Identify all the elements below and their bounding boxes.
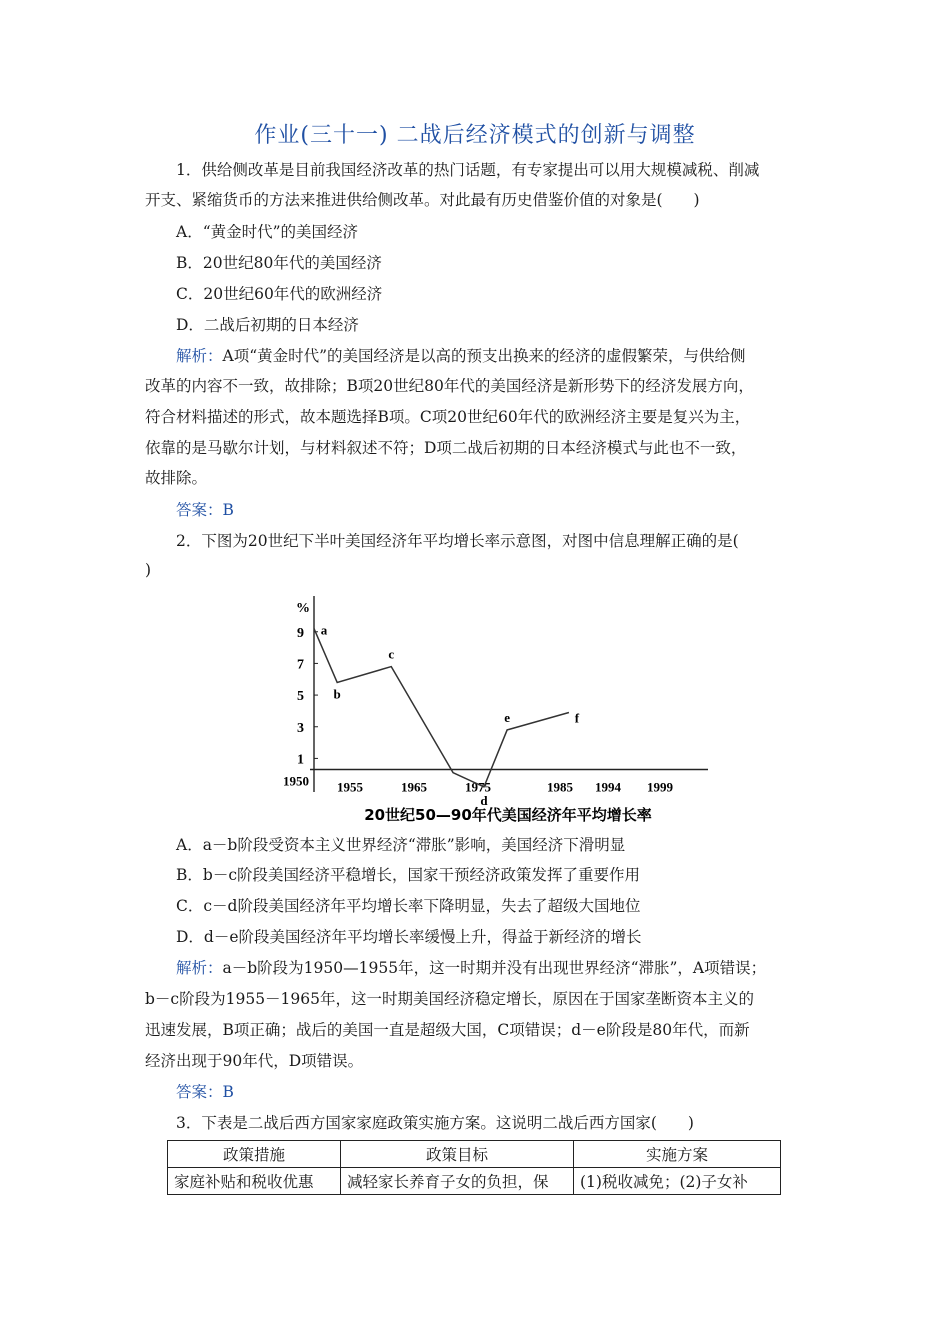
x-tick-label: 1955: [337, 779, 363, 795]
x-tick-label: 1994: [595, 779, 621, 795]
table-cell: (1)税收减免；(2)子女补: [574, 1168, 781, 1195]
q2-analysis-line-4: 经济出现于90年代，D项错误。: [145, 1052, 364, 1070]
table-cell: 家庭补贴和税收优惠: [168, 1168, 341, 1195]
series-line: [314, 629, 569, 787]
q2-stem-line-2: ): [145, 561, 152, 579]
page-title: 作业(三十一) 二战后经济模式的创新与调整: [254, 123, 696, 148]
table-row: [168, 1168, 781, 1195]
y-tick-label: 1: [297, 752, 304, 768]
table-header-row: [168, 1141, 781, 1168]
q1-answer: 答案：B: [176, 501, 234, 519]
q2-analysis-text-1: a－b阶段为1950—1955年，这一时期并没有出现世界经济“滞胀”，A项错误；: [222, 959, 767, 977]
x-tick-label: 1965: [401, 779, 427, 795]
q1-option-d: D．二战后初期的日本经济: [176, 316, 359, 334]
y-tick-label: 3: [297, 720, 304, 736]
point-label: c: [388, 646, 395, 662]
table-header-cell: 政策措施: [168, 1141, 341, 1168]
q1-analysis-line-1: [176, 346, 810, 366]
x-tick-label: 1999: [647, 779, 673, 795]
x-tick-label: 1975: [465, 779, 491, 795]
y-tick-label: 7: [297, 657, 304, 673]
q1-analysis-label: 解析：: [176, 347, 223, 365]
q1-stem-line-1: 1．供给侧改革是目前我国经济改革的热门话题，有专家提出可以用大规模减税、削减: [176, 161, 760, 179]
y-tick-label: 9: [297, 625, 304, 641]
q2-stem-line-1: 2．下图为20世纪下半叶美国经济年平均增长率示意图，对图中信息理解正确的是(: [176, 532, 739, 550]
q2-analysis-line-3: 迅速发展，B项正确；战后的美国一直是超级大国，C项错误；d－e阶段是80年代，而新: [145, 1021, 750, 1039]
q2-answer: 答案：B: [176, 1083, 234, 1101]
y-tick-label: 5: [297, 689, 304, 705]
y-axis-unit: %: [296, 601, 310, 616]
point-label: a: [320, 622, 328, 638]
q2-option-c: C．c－d阶段美国经济年平均增长率下降明显，失去了超级大国地位: [176, 897, 641, 915]
table-cell: 减轻家长养育子女的负担，保: [341, 1168, 574, 1195]
q3-stem: 3．下表是二战后西方国家家庭政策实施方案。这说明二战后西方国家( ): [176, 1114, 694, 1132]
point-label: b: [333, 686, 341, 702]
q2-analysis-line-2: b－c阶段为1955－1965年，这一时期美国经济稳定增长，原因在于国家垄断资本主义的: [145, 990, 754, 1008]
point-label: f: [574, 710, 580, 726]
q1-option-a: A．“黄金时代”的美国经济: [176, 223, 359, 241]
point-label: e: [504, 709, 511, 725]
q1-stem-line-2: 开支、紧缩货币的方法来推进供给侧改革。对此最有历史借鉴价值的对象是( ): [145, 191, 700, 209]
q1-option-c: C．20世纪60年代的欧洲经济: [176, 285, 383, 303]
q2-analysis-line-1: [176, 958, 810, 978]
growth-rate-chart: [278, 588, 718, 833]
table-header-cell: 政策目标: [341, 1141, 574, 1168]
table-header-cell: 实施方案: [574, 1141, 781, 1168]
x-tick-label: 1985: [547, 779, 573, 795]
q1-analysis-line-3: 符合材料描述的形式，故本题选择B项。C项20世纪60年代的欧洲经济主要是复兴为主，: [145, 408, 751, 426]
chart-title: 20世纪50—90年代美国经济年平均增长率: [364, 806, 652, 824]
q1-analysis-line-5: 故排除。: [145, 469, 208, 487]
point-label: d: [480, 792, 488, 808]
q1-analysis-text-1: A项“黄金时代”的美国经济是以高的预支出换来的经济的虚假繁荣，与供给侧: [222, 347, 746, 365]
q1-analysis-line-4: 依靠的是马歇尔计划，与材料叙述不符；D项二战后初期的日本经济模式与此也不一致，: [145, 439, 747, 457]
x-tick-label: 1950: [283, 773, 309, 789]
q1-analysis-line-2: 改革的内容不一致，故排除；B项20世纪80年代的美国经济是新形势下的经济发展方向，: [145, 377, 754, 395]
q1-option-b: B．20世纪80年代的美国经济: [176, 254, 382, 272]
q2-analysis-label: 解析：: [176, 959, 223, 977]
policy-table: [167, 1140, 781, 1195]
q2-option-d: D．d－e阶段美国经济年平均增长率缓慢上升，得益于新经济的增长: [176, 928, 642, 946]
q2-option-a: A．a－b阶段受资本主义世界经济“滞胀”影响，美国经济下滑明显: [176, 836, 626, 854]
q2-option-b: B．b－c阶段美国经济平稳增长，国家干预经济政策发挥了重要作用: [176, 866, 640, 884]
